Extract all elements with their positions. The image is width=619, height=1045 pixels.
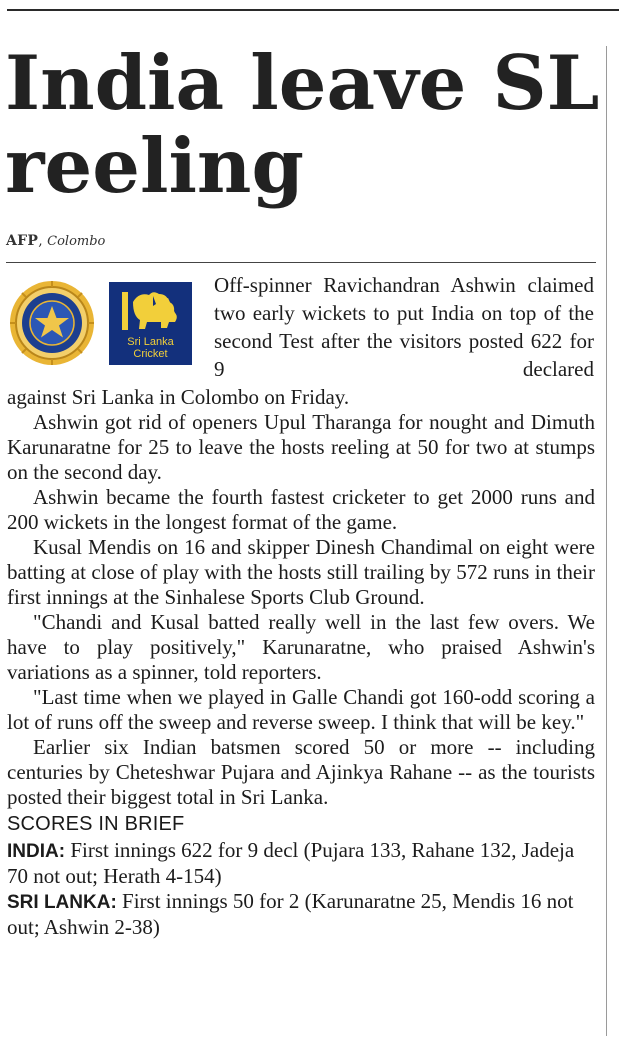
- top-rule: [7, 9, 619, 11]
- lead-paragraph: Off-spinner Ravichandran Ashwin claimed two early wickets to put India on top of the second Test after the visitors posted 622 for 9 declared: [214, 273, 594, 381]
- body-paragraph: Earlier six Indian batsmen scored 50 or more -- including centuries by Cheteshwar Pujara and Ajinkya Rahane -- as the tourists posted their biggest total in Sri Lanka.: [7, 735, 595, 809]
- body-paragraph: "Chandi and Kusal batted really well in the last few overs. We have to play positively," Karunaratne, who praised Ashwin's variations as a spinner, told reporters.: [7, 610, 595, 684]
- team-label-sri-lanka: SRI LANKA:: [7, 892, 117, 913]
- body-paragraph: Ashwin became the fourth fastest cricketer to get 2000 runs and 200 wickets in the longest format of the game.: [7, 485, 595, 534]
- slc-logo-line1: Sri Lanka: [127, 336, 174, 348]
- byline-place: Colombo: [47, 234, 106, 249]
- score-line-sri-lanka: [7, 889, 595, 940]
- slc-logo-line2: Cricket: [133, 348, 168, 360]
- team-label-india: INDIA:: [7, 841, 66, 862]
- score-text-sri-lanka: First innings 50 for 2 (Karunaratne 25, Mendis 16 not out; Ashwin 2-38): [7, 889, 574, 939]
- scores-heading: SCORES IN BRIEF: [7, 813, 185, 835]
- bcci-logo: [7, 279, 97, 367]
- body-paragraph: Kusal Mendis on 16 and skipper Dinesh Chandimal on eight were batting at close of play with the hosts still trailing by 572 runs in their first innings at the Sinhalese Sports Club Ground.: [7, 535, 595, 609]
- lead-paragraph-continued: against Sri Lanka in Colombo on Friday.: [7, 385, 350, 409]
- score-text-india: First innings 622 for 9 decl (Pujara 133, Rahane 132, Jadeja 70 not out; Herath 4-154): [7, 838, 575, 888]
- score-line-india: [7, 838, 595, 889]
- byline-rule: [6, 262, 596, 263]
- column-rule: [606, 46, 607, 1036]
- headline: India leave SL reeling: [5, 39, 600, 210]
- sri-lanka-cricket-logo: [109, 282, 192, 365]
- body-paragraph: Ashwin got rid of openers Upul Tharanga for nought and Dimuth Karunaratne for 25 to leave the hosts reeling at 50 for two at stumps on the second day.: [7, 410, 595, 484]
- body-paragraph: "Last time when we played in Galle Chandi got 160-odd scoring a lot of runs off the sweep and reverse sweep. I think that will be key.": [7, 685, 595, 734]
- article-body: [7, 410, 595, 940]
- byline-agency: AFP: [6, 233, 39, 249]
- byline: AFP, Colombo: [6, 233, 106, 249]
